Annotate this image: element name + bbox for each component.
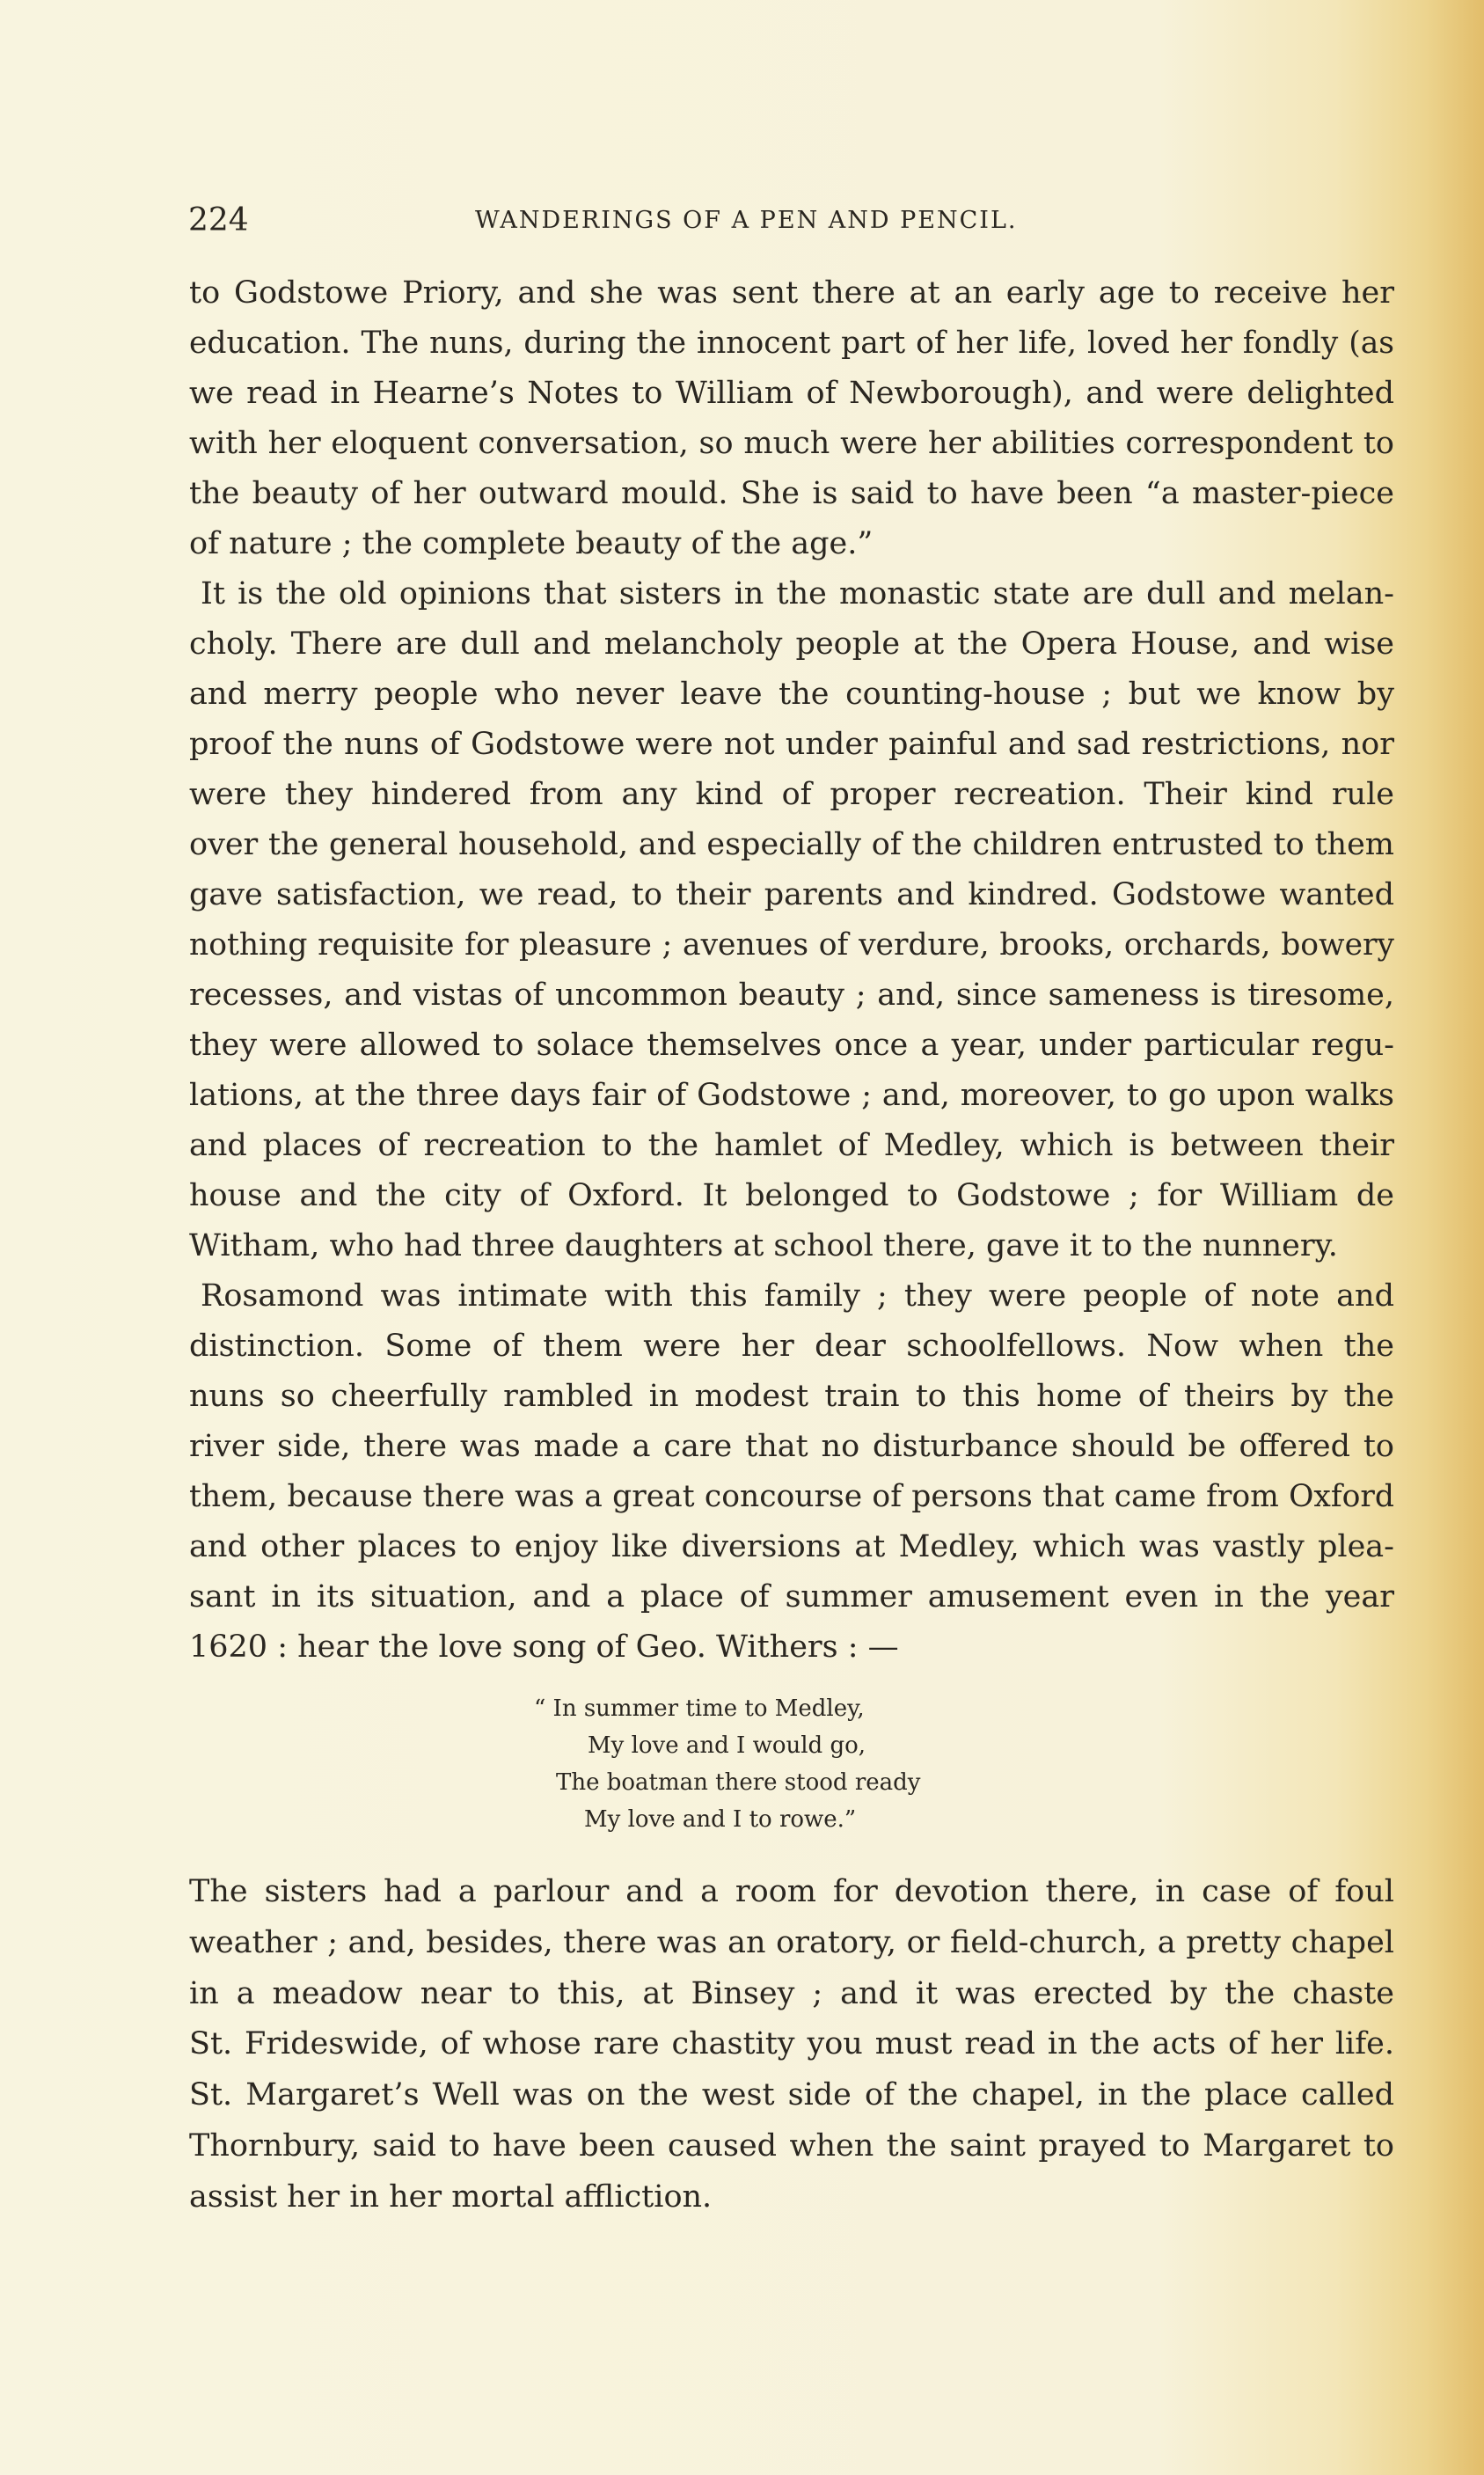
text-line: St. Frideswide, of whose rare chastity you must read in the acts of her life. bbox=[189, 2026, 1394, 2062]
text-line: river side, there was made a care that no disturbance should be offered to bbox=[189, 1429, 1394, 1464]
text-line: Rosamond was intimate with this family ; they were people of note and bbox=[201, 1278, 1394, 1314]
text-line: were they hindered from any kind of proper recreation. Their kind rule bbox=[189, 777, 1394, 812]
text-line: nuns so cheerfully rambled in modest train to this home of theirs by the bbox=[189, 1379, 1394, 1414]
text-line: lations, at the three days fair of Godstowe ; and, moreover, to go upon walks bbox=[189, 1078, 1394, 1113]
text-line: It is the old opinions that sisters in the monastic state are dull and melan- bbox=[201, 576, 1394, 611]
page-number: 224 bbox=[188, 202, 249, 238]
text-line: choly. There are dull and melancholy people at the Opera House, and wise bbox=[189, 626, 1394, 662]
poem-line: “ In summer time to Medley, bbox=[534, 1695, 865, 1722]
text-line: them, because there was a great concourse of persons that came from Oxford bbox=[189, 1479, 1394, 1514]
text-line: Thornbury, said to have been caused when the saint prayed to Margaret to bbox=[189, 2128, 1394, 2164]
text-line: nothing requisite for pleasure ; avenues of verdure, brooks, orchards, bowery bbox=[189, 927, 1394, 963]
text-line: Witham, who had three daughters at school there, gave it to the nunnery. bbox=[189, 1228, 1338, 1263]
text-line: sant in its situation, and a place of summer amusement even in the year bbox=[189, 1579, 1394, 1615]
poem-line: My love and I to rowe.” bbox=[584, 1806, 857, 1833]
text-line: and merry people who never leave the counting-house ; but we know by bbox=[189, 677, 1394, 712]
text-line: St. Margaret’s Well was on the west side of the chapel, in the place called bbox=[189, 2077, 1394, 2113]
text-line: weather ; and, besides, there was an oratory, or field-church, a pretty chapel bbox=[189, 1924, 1394, 1960]
text-line: to Godstowe Priory, and she was sent there at an early age to receive her bbox=[189, 275, 1394, 311]
poem-line: My love and I would go, bbox=[588, 1732, 866, 1759]
poem-line: The boatman there stood ready bbox=[556, 1769, 921, 1796]
text-line: The sisters had a parlour and a room for devotion there, in case of foul bbox=[189, 1874, 1394, 1909]
text-line: we read in Hearne’s Notes to William of Newborough), and were delighted bbox=[189, 376, 1394, 411]
text-line: they were allowed to solace themselves once a year, under particular regu- bbox=[189, 1028, 1394, 1063]
text-line: education. The nuns, during the innocent part of her life, loved her fondly (as bbox=[189, 326, 1394, 361]
text-line: the beauty of her outward mould. She is said to have been “a master-piece bbox=[189, 476, 1394, 511]
text-line: in a meadow near to this, at Binsey ; and it was erected by the chaste bbox=[189, 1975, 1394, 2011]
text-line: and other places to enjoy like diversions at Medley, which was vastly plea- bbox=[189, 1529, 1394, 1564]
text-line: gave satisfaction, we read, to their parents and kindred. Godstowe wanted bbox=[189, 877, 1394, 912]
text-line: 1620 : hear the love song of Geo. Withers : — bbox=[189, 1629, 899, 1665]
text-line: with her eloquent conversation, so much were her abilities correspondent to bbox=[189, 426, 1394, 461]
text-line: distinction. Some of them were her dear schoolfellows. Now when the bbox=[189, 1329, 1394, 1364]
text-line: of nature ; the complete beauty of the age.” bbox=[189, 526, 874, 561]
running-title: WANDERINGS OF A PEN AND PENCIL. bbox=[475, 207, 1018, 234]
text-line: recesses, and vistas of uncommon beauty ; and, since sameness is tiresome, bbox=[189, 978, 1394, 1013]
text-line: and places of recreation to the hamlet of Medley, which is between their bbox=[189, 1128, 1394, 1163]
text-line: proof the nuns of Godstowe were not under painful and sad restrictions, nor bbox=[189, 727, 1394, 762]
text-line: house and the city of Oxford. It belonged to Godstowe ; for William de bbox=[189, 1178, 1394, 1213]
text-line: over the general household, and especially of the children entrusted to them bbox=[189, 827, 1394, 862]
text-line: assist her in her mortal affliction. bbox=[189, 2178, 713, 2215]
